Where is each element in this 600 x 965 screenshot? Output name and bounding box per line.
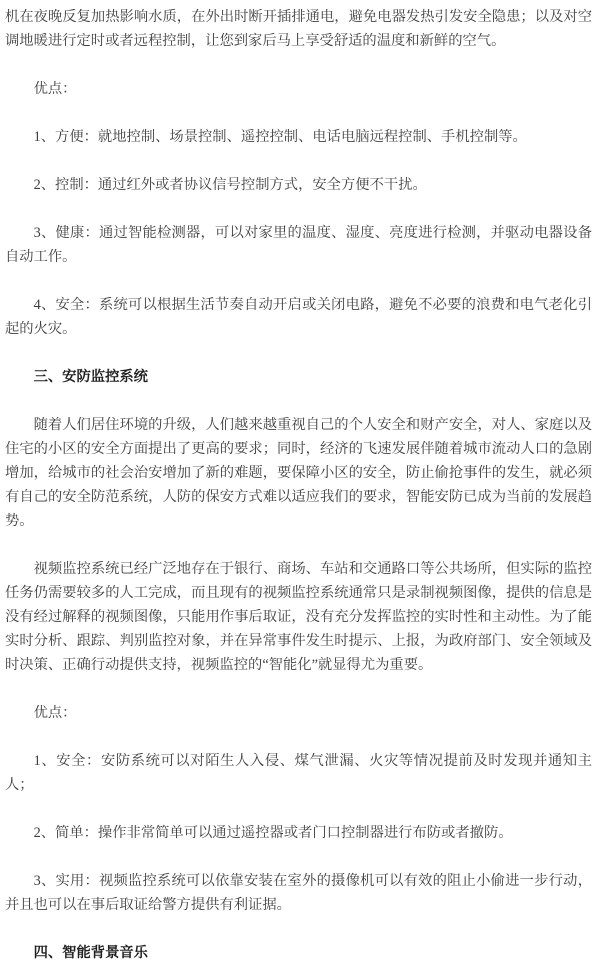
list-item-convenience: 1、方便：就地控制、场景控制、遥控控制、电话电脑远程控制、手机控制等。 bbox=[33, 129, 527, 145]
list-item-simplicity: 2、简单：操作非常简单可以通过遥控器或者门口控制器进行布防或者撤防。 bbox=[33, 825, 513, 841]
list-item-security-alert: 1、安全：安防系统可以对陌生人入侵、煤气泄漏、火灾等情况提前及时发现并通知主人； bbox=[5, 753, 592, 793]
list-item-control: 2、控制：通过红外或者协议信号控制方式，安全方便不干扰。 bbox=[33, 177, 427, 193]
section-heading-security: 三、安防监控系统 bbox=[33, 369, 148, 385]
paragraph-video-monitoring: 视频监控系统已经广泛地存在于银行、商场、车站和交通路口等公共场所，但实际的监控任务仍需要较多的人工完成，而且现有的视频监控系统通常只是录制视频图像，提供的信息是没有经过解释的视频图像，只能用作事后取证，没有充分发挥监控的实时性和主动性。为了能实时分析、跟踪、判别监控对象，并在异常事件发生时提示、上报，为政府部门、安全领域及时决策、正确行动提供支持，视频监控的“智能化”就显得尤为重要。 bbox=[5, 561, 592, 673]
list-item-practicality: 3、实用：视频监控系统可以依靠安装在室外的摄像机可以有效的阻止小偷进一步行动，并且也可以在事后取证给警方提供有利证据。 bbox=[5, 873, 592, 913]
advantages-label: 优点： bbox=[33, 705, 77, 721]
paragraph-security-intro: 随着人们居住环境的升级，人们越来越重视自己的个人安全和财产安全，对人、家庭以及住宅的小区的安全方面提出了更高的要求；同时，经济的飞速发展伴随着城市流动人口的急剧增加，给城市的社会治安增加了新的难题，要保障小区的安全，防止偷抢事件的发生，就必须有自己的安全防范系统，人防的保安方式难以适应我们的要求，智能安防已成为当前的发展趋势。 bbox=[5, 417, 592, 529]
paragraph-continuation: 机在夜晚反复加热影响水质，在外出时断开插排通电，避免电器发热引发安全隐患；以及对空调地暖进行定时或者远程控制，让您到家后马上享受舒适的温度和新鲜的空气。 bbox=[5, 9, 592, 49]
section-heading-music: 四、智能背景音乐 bbox=[33, 945, 148, 961]
list-item-health: 3、健康：通过智能检测器，可以对家里的温度、湿度、亮度进行检测，并驱动电器设备自动工作。 bbox=[5, 225, 592, 265]
advantages-label: 优点： bbox=[33, 81, 77, 97]
list-item-safety: 4、安全：系统可以根据生活节奏自动开启或关闭电路，避免不必要的浪费和电气老化引起的火灾。 bbox=[5, 297, 592, 337]
